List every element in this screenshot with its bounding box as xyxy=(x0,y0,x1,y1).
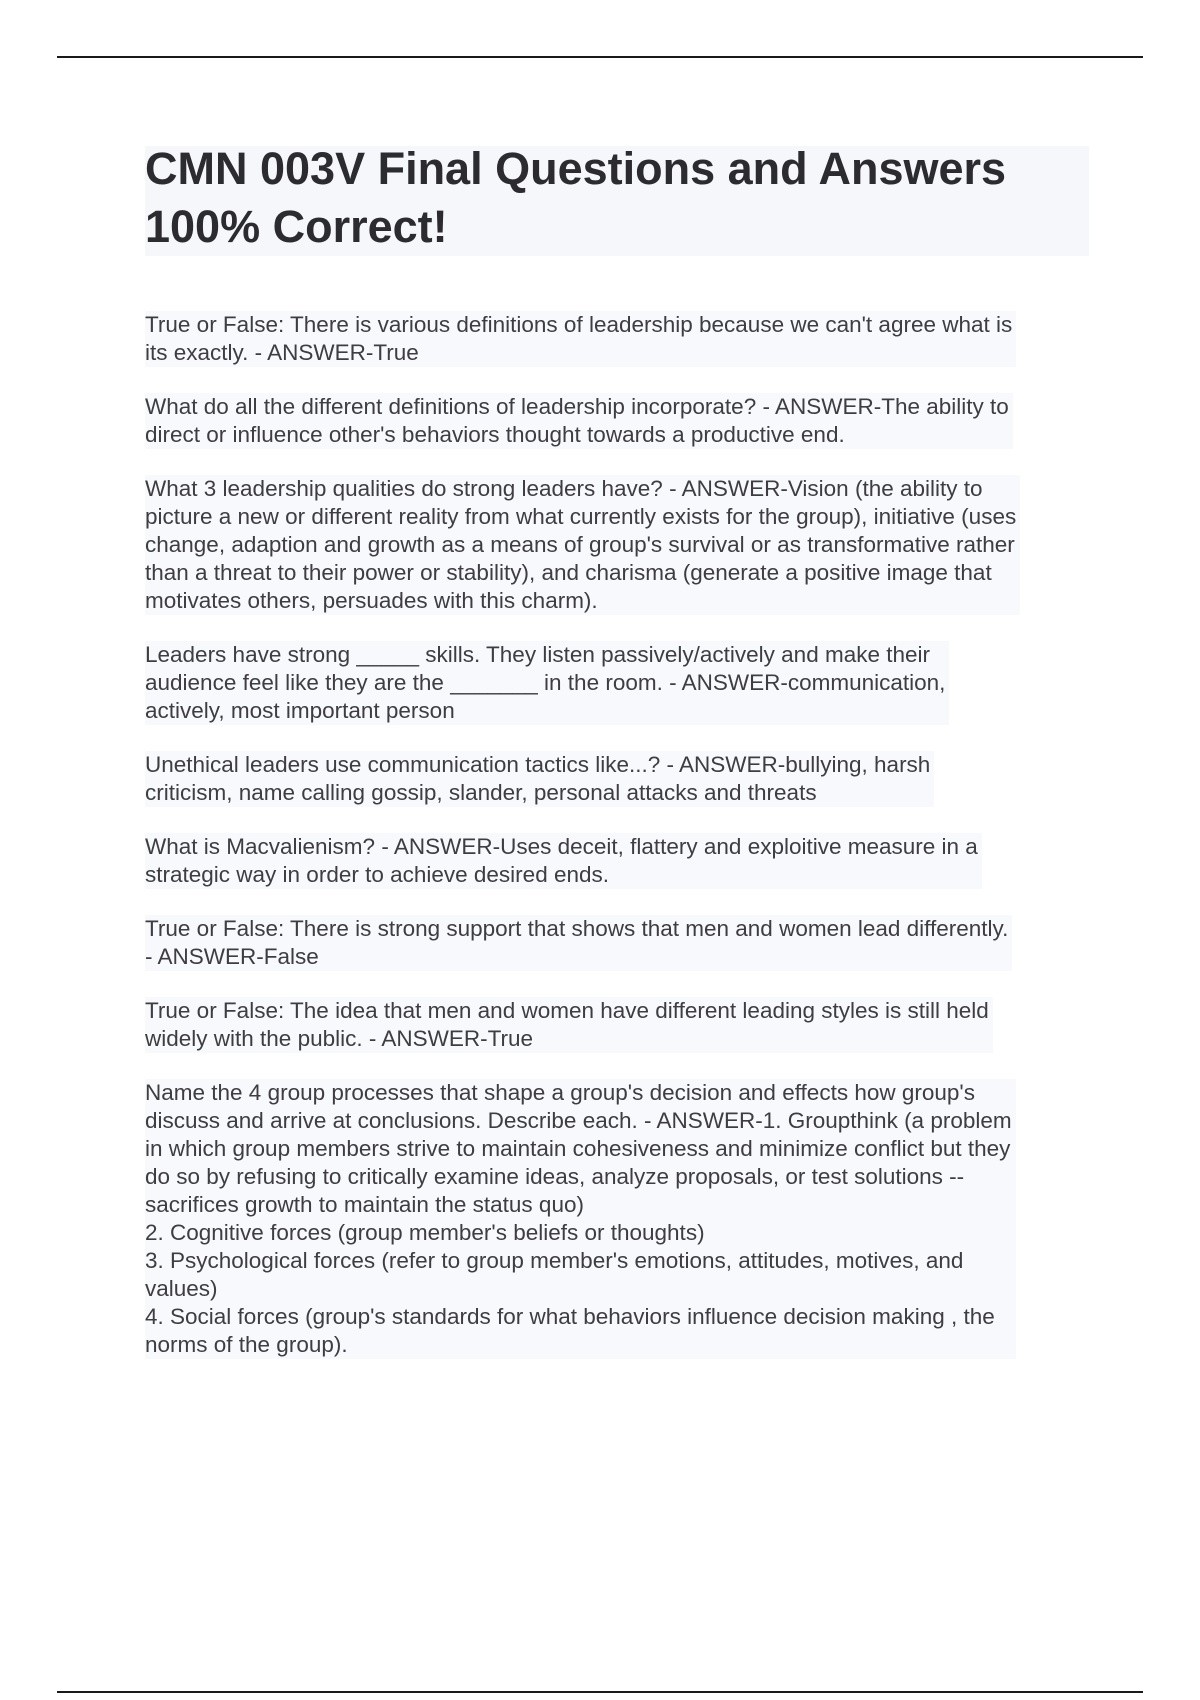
qa-text: What do all the different definitions of leadership incorporate? - ANSWER-The ability to direct or influence other's behaviors thought towards a productive end. xyxy=(145,393,1013,449)
qa-item xyxy=(145,833,1085,915)
qa-item xyxy=(145,393,1085,475)
qa-item xyxy=(145,997,1085,1079)
qa-item xyxy=(145,311,1085,393)
qa-item xyxy=(145,915,1085,997)
qa-text: True or False: There is strong support that shows that men and women lead differently. - ANSWER-False xyxy=(145,915,1012,971)
qa-text: True or False: The idea that men and women have different leading styles is still held widely with the public. - ANSWER-True xyxy=(145,997,993,1053)
page-title: CMN 003V Final Questions and Answers 100% Correct! xyxy=(145,143,1007,252)
qa-item xyxy=(145,1079,1085,1385)
qa-text: Leaders have strong _____ skills. They listen passively/actively and make their audience feel like they are the _______ in the room. - ANSWER-communication, actively, most important person xyxy=(145,641,949,725)
qa-item xyxy=(145,751,1085,833)
qa-text: What 3 leadership qualities do strong leaders have? - ANSWER-Vision (the ability to picture a new or different reality from what currently exists for the group), initiative (uses change, adaption and growth as a means of group's survival or as transformative rather than a threat to their power or stability), and charisma (generate a positive image that motivates others, persuades with this charm). xyxy=(145,475,1020,615)
qa-item xyxy=(145,475,1085,641)
qa-list xyxy=(145,311,1085,1385)
bottom-divider xyxy=(57,1691,1143,1693)
qa-item xyxy=(145,641,1085,751)
top-divider xyxy=(57,56,1143,58)
qa-text: What is Macvalienism? - ANSWER-Uses deceit, flattery and exploitive measure in a strategic way in order to achieve desired ends. xyxy=(145,833,982,889)
qa-text: Name the 4 group processes that shape a group's decision and effects how group's discuss and arrive at conclusions. Describe each. - ANSWER-1. Groupthink (a problem in which group members strive to maintain cohesiveness and minimize conflict but they do so by refusing to critically examine ideas, analyze proposals, or test solutions -- sacrifices growth to maintain the status quo) 2. Cognitive forces (group member's beliefs or thoughts) 3. Psychological forces (refer to group member's emotions, attitudes, motives, and values) 4. Social forces (group's standards for what behaviors influence decision making , the norms of the group). xyxy=(145,1079,1016,1359)
qa-text: True or False: There is various definitions of leadership because we can't agree what is its exactly. - ANSWER-True xyxy=(145,311,1016,367)
qa-text: Unethical leaders use communication tactics like...? - ANSWER-bullying, harsh criticism, name calling gossip, slander, personal attacks and threats xyxy=(145,751,934,807)
